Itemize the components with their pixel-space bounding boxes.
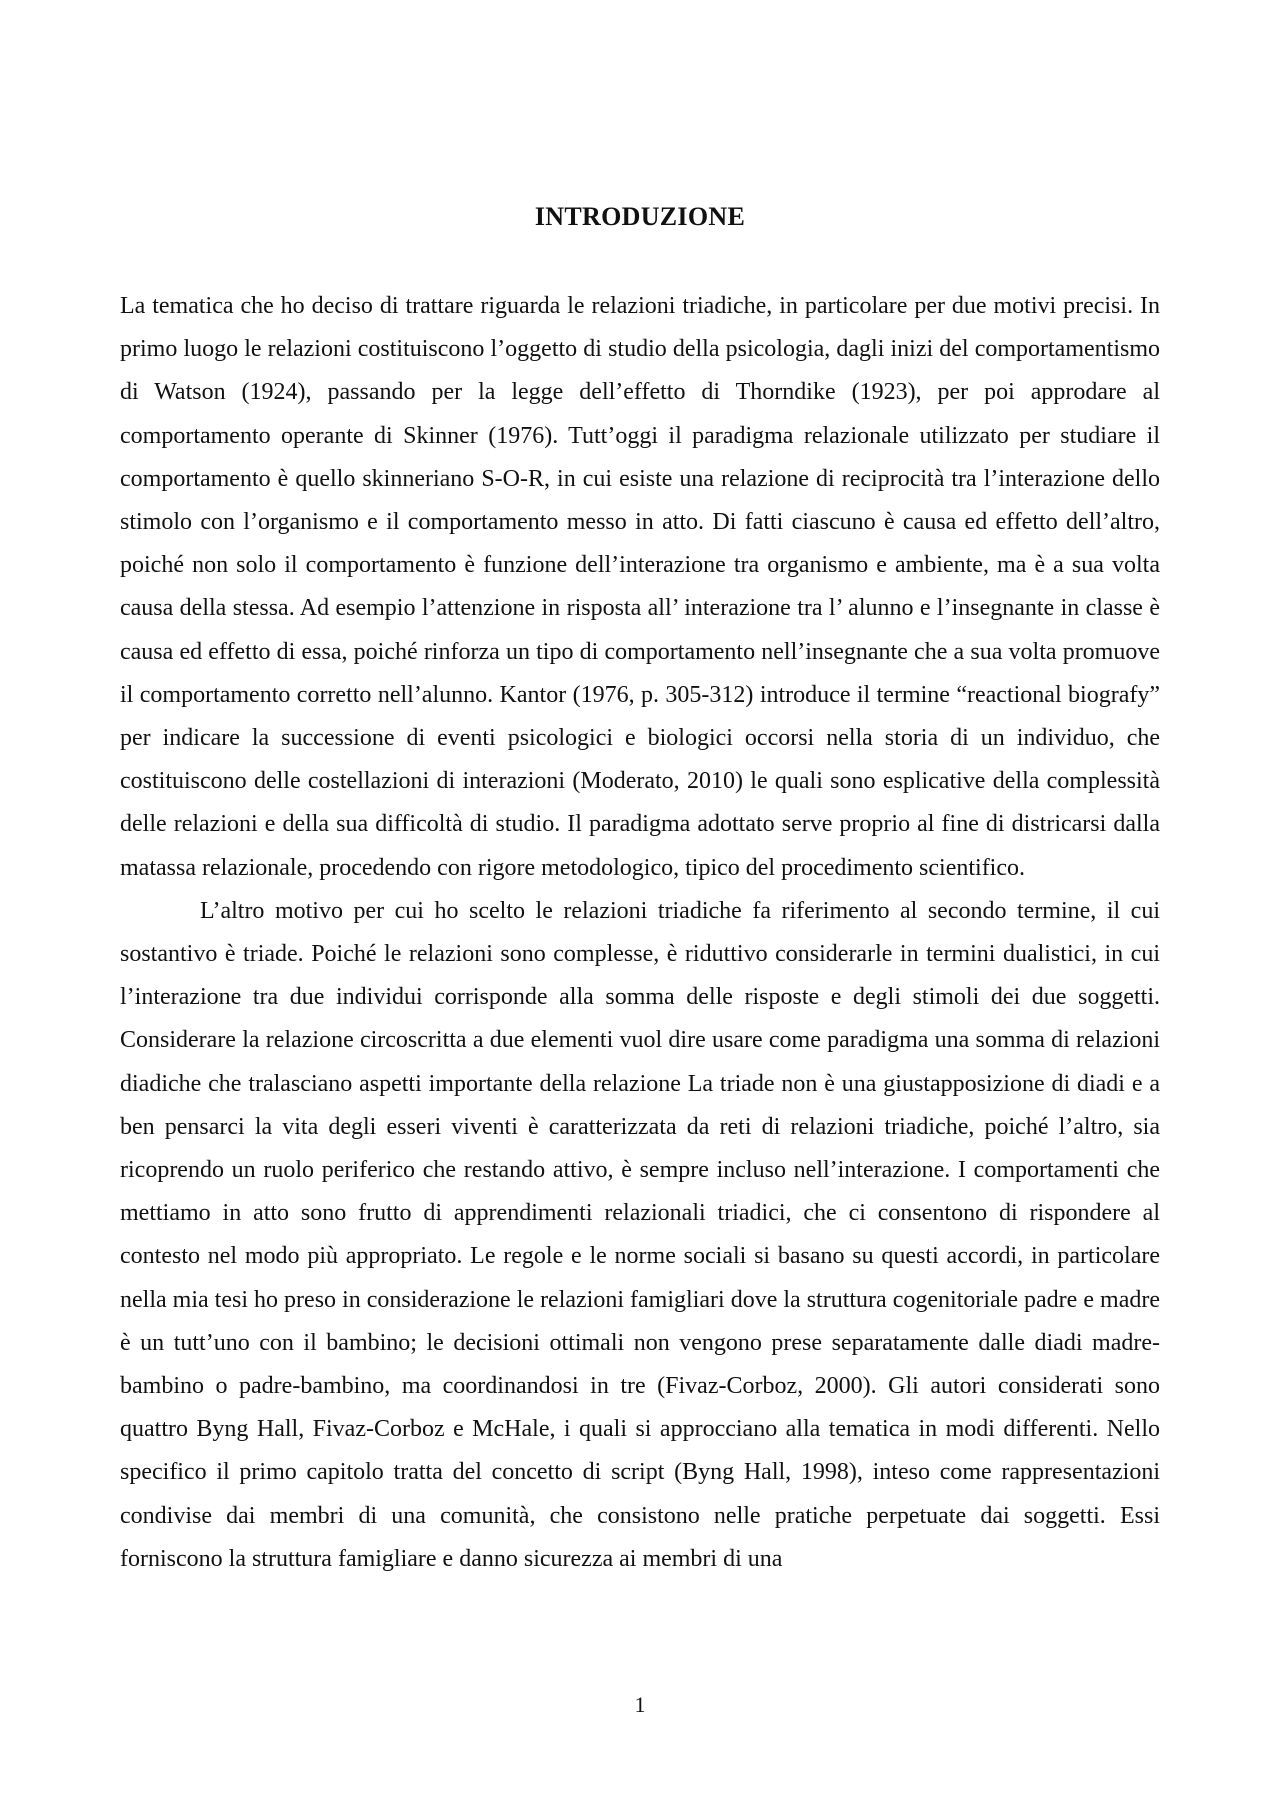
paragraph-1: La tematica che ho deciso di trattare riguarda le relazioni triadiche, in particolare per due motivi precisi. In primo luogo le relazioni costituiscono l’oggetto di studio della psicologia, dagli inizi del comportamentismo di Watson (1924), passando per la legge dell’effetto di Thorndike (1923), per poi approdare al comportamento operante di Skinner (1976). Tutt’oggi il paradigma relazionale utilizzato per studiare il comportamento è quello skinneriano S-O-R, in cui esiste una relazione di reciprocità tra l’interazione dello stimolo con l’organismo e il comportamento messo in atto. Di fatti ciascuno è causa ed effetto dell’altro, poiché non solo il comportamento è funzione dell’interazione tra organismo e ambiente, ma è a sua volta causa della stessa. Ad esempio l’attenzione in risposta all’ interazione tra l’ alunno e l’insegnante in classe è causa ed effetto di essa, poiché rinforza un tipo di comportamento nell’insegnante che a sua volta promuove il comportamento corretto nell’alunno. Kantor (1976, p. 305-312) introduce il termine “reactional biografy” per indicare la successione di eventi psicologici e biologici occorsi nella storia di un individuo, che costituiscono delle costellazioni di interazioni (Moderato, 2010) le quali sono esplicative della complessità delle relazioni e della sua difficoltà di studio. Il paradigma adottato serve proprio al fine di districarsi dalla matassa relazionale, procedendo con rigore metodologico, tipico del procedimento scientifico. xyxy=(120,293,1160,881)
page-number: 1 xyxy=(634,1692,646,1717)
page-title: INTRODUZIONE xyxy=(534,202,746,231)
body-text xyxy=(120,285,1160,1581)
paragraph-2: L’altro motivo per cui ho scelto le relazioni triadiche fa riferimento al secondo termine, il cui sostantivo è triade. Poiché le relazioni sono complesse, è riduttivo considerarle in termini dualistici, in cui l’interazione tra due individui corrisponde alla somma delle risposte e degli stimoli dei due soggetti. Considerare la relazione circoscritta a due elementi vuol dire usare come paradigma una somma di relazioni diadiche che tralasciano aspetti importante della relazione La triade non è una giustapposizione di diadi e a ben pensarci la vita degli esseri viventi è caratterizzata da reti di relazioni triadiche, poiché l’altro, sia ricoprendo un ruolo periferico che restando attivo, è sempre incluso nell’interazione. I comportamenti che mettiamo in atto sono frutto di apprendimenti relazionali triadici, che ci consentono di rispondere al contesto nel modo più appropriato. Le regole e le norme sociali si basano su questi accordi, in particolare nella mia tesi ho preso in considerazione le relazioni famigliari dove la struttura cogenitoriale padre e madre è un tutt’uno con il bambino; le decisioni ottimali non vengono prese separatamente dalle diadi madre-bambino o padre-bambino, ma coordinandosi in tre (Fivaz-Corboz, 2000). Gli autori considerati sono quattro Byng Hall, Fivaz-Corboz e McHale, i quali si approcciano alla tematica in modi differenti. Nello specifico il primo capitolo tratta del concetto di script (Byng Hall, 1998), inteso come rappresentazioni condivise dai membri di una comunità, che consistono nelle pratiche perpetuate dai soggetti. Essi forniscono la struttura famigliare e danno sicurezza ai membri di una xyxy=(120,897,1160,1572)
